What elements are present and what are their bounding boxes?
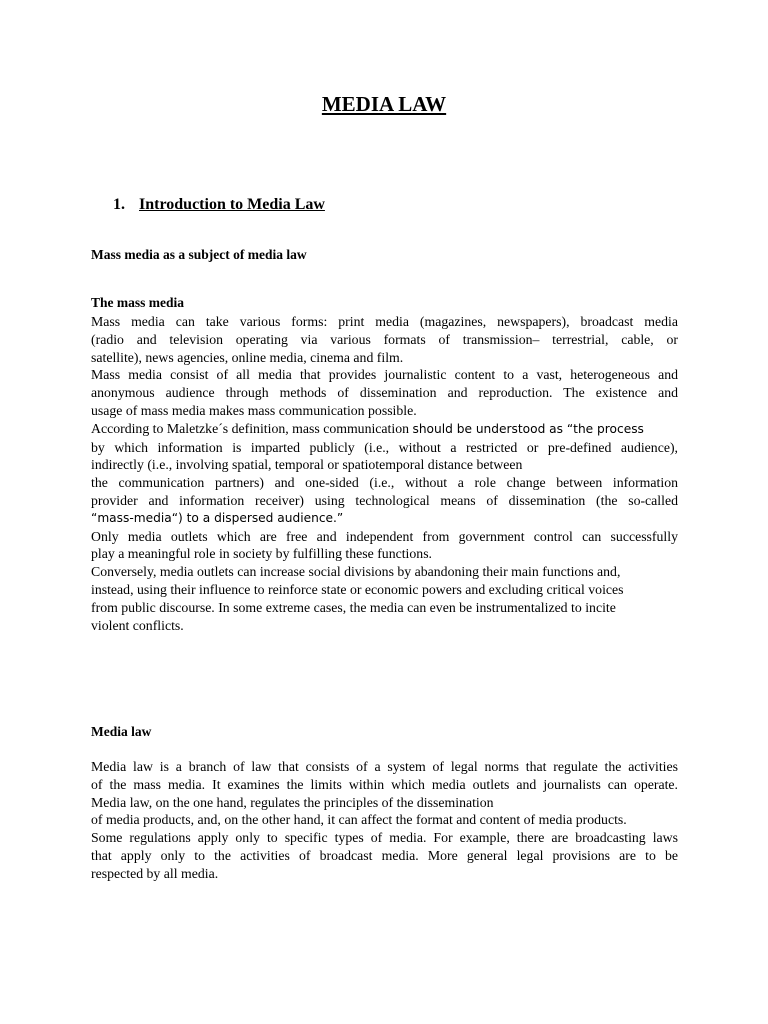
- text-line: provider and information receiver) using technological means of dissemination (the so-called: [91, 492, 678, 508]
- text-line: Mass media consist of all media that provides journalistic content to a vast, heterogeneous and: [91, 367, 678, 383]
- text-line: violent conflicts.: [91, 617, 184, 633]
- text-line: of the mass media. It examines the limits within which media outlets and journalists can operate.: [91, 776, 678, 792]
- text-line: by which information is imparted publicly (i.e., without a restricted or pre-defined audience),: [91, 439, 678, 455]
- text-line: Some regulations apply only to specific types of media. For example, there are broadcasting laws: [91, 830, 678, 846]
- text-line: play a meaningful role in society by fulfilling these functions.: [91, 546, 433, 562]
- quote-line: “mass-media“) to a dispersed audience.”: [91, 510, 344, 525]
- text-line-mixed: [91, 420, 678, 439]
- quote-fragment: should be understood as “the process: [412, 421, 644, 436]
- text-line: respected by all media.: [91, 865, 219, 881]
- text-line: the communication partners) and one-sided (i.e., without a role change between information: [91, 475, 678, 491]
- text-line: Media law, on the one hand, regulates the principles of the dissemination: [91, 794, 494, 810]
- text-line: Conversely, media outlets can increase social divisions by abandoning their main functions and,: [91, 564, 621, 580]
- media-law-heading: Media law: [91, 724, 152, 739]
- text-line: (radio and television operating via various formats of transmission– terrestrial, cable, or: [91, 331, 678, 347]
- text-line: Only media outlets which are free and independent from government control can successfully: [91, 528, 678, 544]
- media-law-paragraph: [91, 758, 678, 883]
- text-line: indirectly (i.e., involving spatial, temporal or spatiotemporal distance between: [91, 457, 523, 473]
- section-title: Introduction to Media Law: [139, 196, 325, 213]
- mass-media-paragraphs: [91, 313, 678, 634]
- mass-media-heading: The mass media: [91, 295, 185, 310]
- text-line: Mass media can take various forms: print media (magazines, newspapers), broadcast media: [91, 314, 678, 329]
- text-line: satellite), news agencies, online media, cinema and film.: [91, 349, 404, 365]
- section-number: 1.: [113, 196, 125, 213]
- text-fragment: According to Maletzke´s definition, mass communication: [91, 420, 413, 436]
- section-heading: [113, 196, 325, 214]
- subtitle: Mass media as a subject of media law: [91, 247, 307, 262]
- text-line: anonymous audience through methods of dissemination and reproduction. The existence and: [91, 385, 678, 401]
- text-line: from public discourse. In some extreme cases, the media can even be instrumentalized to incite: [91, 599, 616, 615]
- text-line: Media law is a branch of law that consists of a system of legal norms that regulate the activities: [91, 759, 678, 774]
- text-line: usage of mass media makes mass communication possible.: [91, 402, 417, 418]
- document-title: MEDIA LAW: [321, 92, 447, 116]
- text-line: that apply only to the activities of broadcast media. More general legal provisions are to be: [91, 847, 678, 863]
- text-line: of media products, and, on the other hand, it can affect the format and content of media products.: [91, 812, 627, 828]
- text-line: instead, using their influence to reinforce state or economic powers and excluding critical voices: [91, 581, 624, 597]
